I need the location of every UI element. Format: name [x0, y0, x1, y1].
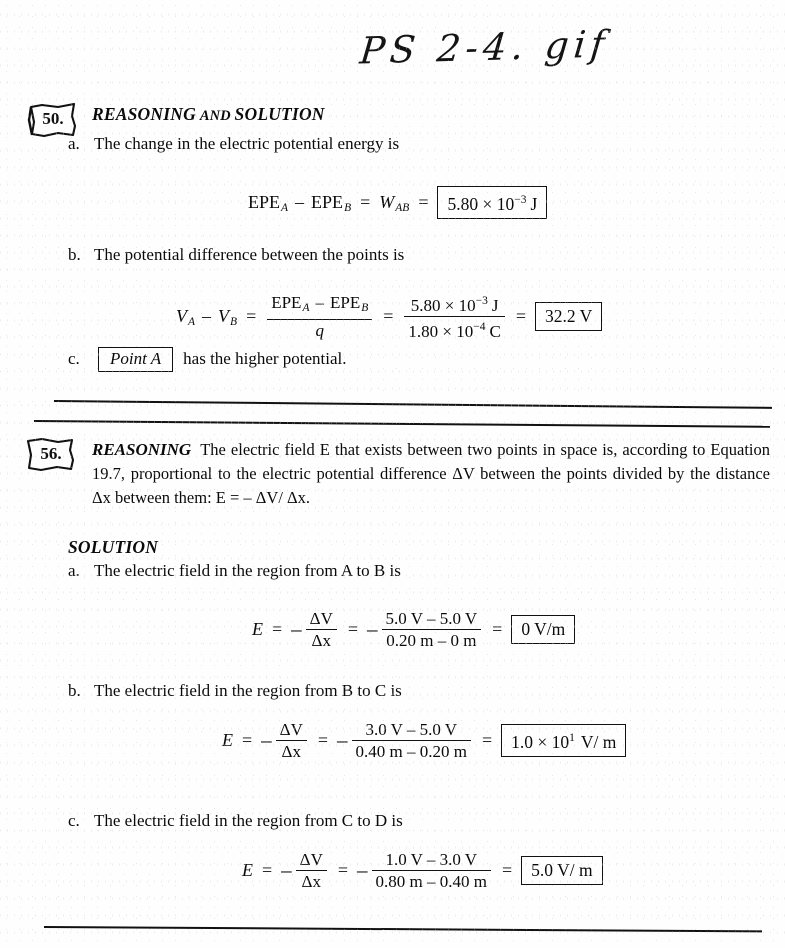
delta-v-over-delta-x-fraction [276, 720, 307, 761]
problem-50-reasoning-keyword: REASONING [92, 104, 196, 124]
problem-50-solution-keyword: SOLUTION [234, 104, 325, 124]
problem-50-part-a-answer-box: $5.80 \times 10^{-3}$ J [437, 186, 547, 219]
fraction-numerator: ΔV [309, 609, 333, 628]
problem-50-part-c-answer-box: Point A [98, 347, 173, 372]
v-a-term: $V_A$ [176, 305, 196, 328]
negative-sign-2: – [337, 728, 348, 752]
problem-50-part-a-letter: a. [68, 134, 80, 153]
negative-sign: – [291, 617, 302, 641]
delta-v-over-delta-x-fraction [306, 609, 337, 650]
v-b-term: $V_B$ [218, 305, 238, 328]
equals-sign-3: = [492, 619, 503, 639]
negative-sign: – [281, 858, 292, 882]
problem-50-equation-a [248, 186, 547, 219]
problem-56-part-b-letter: b. [68, 681, 81, 700]
fraction-numerator: ΔV [299, 850, 323, 869]
problem-56-part-a-answer-box: 0 V/m [511, 615, 575, 644]
problem-50-part-b-text: The potential difference between the points is [94, 245, 405, 264]
e-field-symbol: E [252, 619, 263, 639]
work-term: $W_{AB}$ [379, 191, 410, 214]
problem-50-number-box [32, 106, 74, 133]
delta-v-over-delta-x-fraction [296, 850, 327, 891]
page-bottom-divider [44, 926, 762, 932]
fraction-denominator: Δx [296, 870, 327, 891]
equals-sign-2: = [418, 192, 429, 212]
numeric-fraction [372, 850, 491, 891]
problem-56-reasoning-paragraph [92, 438, 770, 510]
problem-50-equation-b [176, 292, 602, 341]
epe-a-term: $EPE_A$ [248, 191, 289, 214]
negative-sign-2: – [367, 617, 378, 641]
problem-50-part-c-letter: c. [68, 349, 80, 368]
problem-50-and-keyword: AND [199, 108, 231, 124]
equals-sign-2: = [383, 306, 394, 326]
problem-56-equation-a [252, 609, 575, 650]
numeric-fraction [404, 292, 504, 341]
equals-sign: = [246, 306, 257, 326]
epe-b-term: $EPE_B$ [311, 191, 352, 214]
equals-sign: = [360, 192, 371, 212]
fraction-numerator: 1.0 V – 3.0 V [385, 850, 478, 869]
problem-50-block [0, 104, 785, 368]
equals-sign-2: = [347, 619, 359, 639]
negative-sign-2: – [357, 858, 368, 882]
problem-50-part-c-text: has the higher potential. [183, 349, 347, 368]
problem-56-part-c-letter: c. [68, 811, 80, 830]
problem-50-part-b-letter: b. [68, 245, 81, 264]
section-divider-top [54, 400, 772, 409]
problem-56-equation-b [222, 720, 626, 761]
problem-56-part-a-letter: a. [68, 561, 80, 580]
fraction-denominator: 0.80 m – 0.40 m [372, 870, 491, 891]
fraction-denominator: Δx [276, 740, 307, 761]
problem-50-heading [0, 104, 785, 130]
equals-sign-2: = [317, 730, 329, 750]
fraction-denominator: 0.40 m – 0.20 m [352, 740, 471, 761]
problem-56-part-c-answer-box: 5.0 V/ m [521, 856, 602, 885]
fraction-denominator: q [267, 319, 372, 340]
fraction-denominator: $1.80 \times 10^{-4}$ C [404, 316, 504, 341]
problem-56-part-b-answer-box: $1.0 \times 10^1$ V/ m [501, 724, 626, 757]
equals-sign-2: = [337, 860, 349, 880]
equals-sign-3: = [515, 306, 526, 326]
problem-50-part-a-text: The change in the electric potential energy is [94, 134, 400, 153]
fraction-denominator: Δx [306, 629, 337, 650]
equals-sign-3: = [501, 860, 513, 880]
equals-sign: = [272, 619, 283, 639]
problem-56-part-b-text: The electric field in the region from B to C is [94, 681, 402, 700]
problem-56-reasoning-text: The electric field E that exists between two points in space is, according to Equation 19.7, proportional to the electric potential difference ΔV between the points divided by the distance Δx between them: E = – ΔV/ Δx. [92, 440, 770, 507]
problem-50-part-b-answer-box: 32.2 V [535, 302, 602, 331]
fraction-numerator: 3.0 V – 5.0 V [365, 720, 458, 739]
equals-sign-3: = [481, 730, 493, 750]
fraction-numerator: $5.80 \times 10^{-3}$ J [410, 295, 499, 315]
fraction-numerator: $EPE_A - EPE_B$ [271, 293, 369, 314]
problem-56-reasoning-keyword: REASONING [92, 440, 192, 459]
e-field-symbol: E [222, 730, 233, 750]
equals-sign: = [262, 860, 273, 880]
handwritten-filename-label: PS 2-4. gif [358, 22, 612, 73]
fraction-numerator: ΔV [279, 720, 303, 739]
problem-56-solution-heading: SOLUTION [68, 537, 159, 557]
problem-56-part-a-text: The electric field in the region from A to B is [94, 561, 401, 580]
fraction-denominator: 0.20 m – 0 m [382, 629, 482, 650]
negative-sign: – [261, 728, 272, 752]
numeric-fraction [382, 609, 482, 650]
problem-50-part-c-line [94, 347, 347, 372]
numeric-fraction [352, 720, 471, 761]
fraction-numerator: 5.0 V – 5.0 V [385, 609, 478, 628]
minus-operator: – [202, 306, 212, 326]
problem-56-number: 56. [40, 444, 62, 463]
problem-56-equation-c [242, 850, 603, 891]
minus-operator: – [295, 192, 305, 212]
equals-sign: = [242, 730, 253, 750]
problem-56-part-c-text: The electric field in the region from C to D is [94, 811, 403, 830]
problem-50-number: 50. [42, 109, 64, 128]
problem-56-number-box [30, 441, 72, 468]
section-divider-bottom [34, 420, 770, 428]
epe-over-q-fraction [267, 293, 372, 340]
e-field-symbol: E [242, 860, 253, 880]
